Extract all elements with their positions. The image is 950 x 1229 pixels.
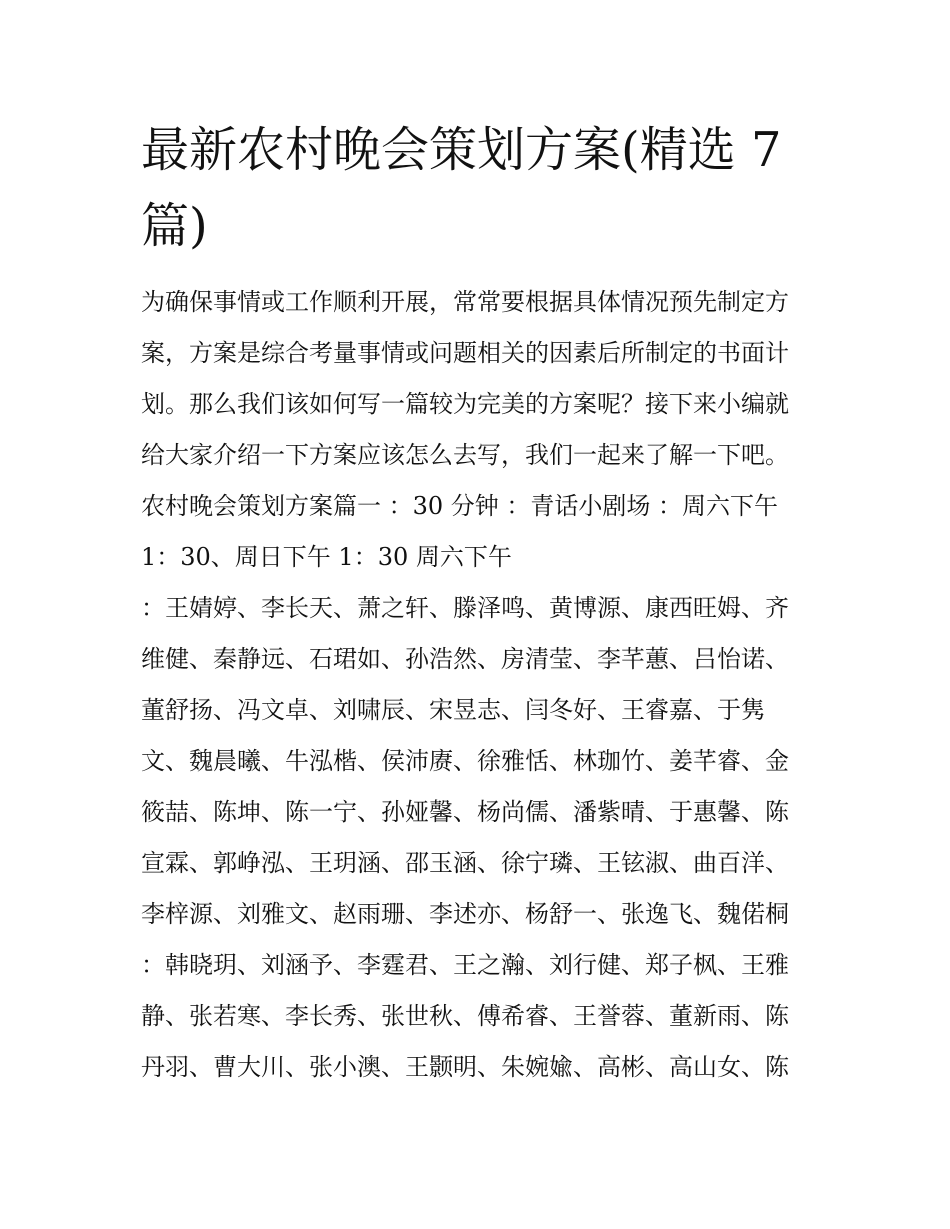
body-line: 划。那么我们该如何写一篇较为完美的方案呢？接下来小编就 <box>141 390 789 418</box>
body-line: ：韩晓玥、刘涵予、李霆君、王之瀚、刘行健、郑子枫、王雅 <box>141 951 789 979</box>
body-line: 给大家介绍一下方案应该怎么去写，我们一起来了解一下吧。 <box>141 441 789 469</box>
body-line: 维健、秦静远、石珺如、孙浩然、房清莹、李芊蕙、吕怡诺、 <box>141 645 789 673</box>
body-line: 宣霖、郭峥泓、王玥涵、邵玉涵、徐宁璘、王铉淑、曲百洋、 <box>141 849 789 877</box>
title-line-1: 最新农村晚会策划方案(精选 7 <box>141 122 782 178</box>
document-body <box>141 277 831 1093</box>
body-line: 筱喆、陈坤、陈一宁、孙娅馨、杨尚儒、潘紫晴、于惠馨、陈 <box>141 798 789 826</box>
body-line: 农村晚会策划方案篇一 ：30 分钟 ：青话小剧场 ：周六下午 <box>141 492 779 520</box>
body-line: 案，方案是综合考量事情或问题相关的因素后所制定的书面计 <box>141 339 789 367</box>
title-line-2: 篇) <box>141 198 208 254</box>
document-title <box>141 112 821 264</box>
body-line: 文、魏晨曦、牛泓楷、侯沛赓、徐雅恬、林珈竹、姜芊睿、金 <box>141 747 789 775</box>
body-line: 静、张若寒、李长秀、张世秋、傅希睿、王誉蓉、董新雨、陈 <box>141 1002 789 1030</box>
body-line: 丹羽、曹大川、张小澳、王颢明、朱婉婾、高彬、高山女、陈 <box>141 1053 789 1081</box>
body-line: 1：30、周日下午 1：30 周六下午 <box>141 543 512 571</box>
body-line: ：王婧婷、李长天、萧之轩、滕泽鸣、黄博源、康西旺姆、齐 <box>141 594 789 622</box>
body-line: 董舒扬、冯文卓、刘啸辰、宋昱志、闫冬好、王睿嘉、于隽 <box>141 696 765 724</box>
body-line: 李梓源、刘雅文、赵雨珊、李述亦、杨舒一、张逸飞、魏偌桐 <box>141 900 789 928</box>
body-line: 为确保事情或工作顺利开展，常常要根据具体情况预先制定方 <box>141 288 789 316</box>
